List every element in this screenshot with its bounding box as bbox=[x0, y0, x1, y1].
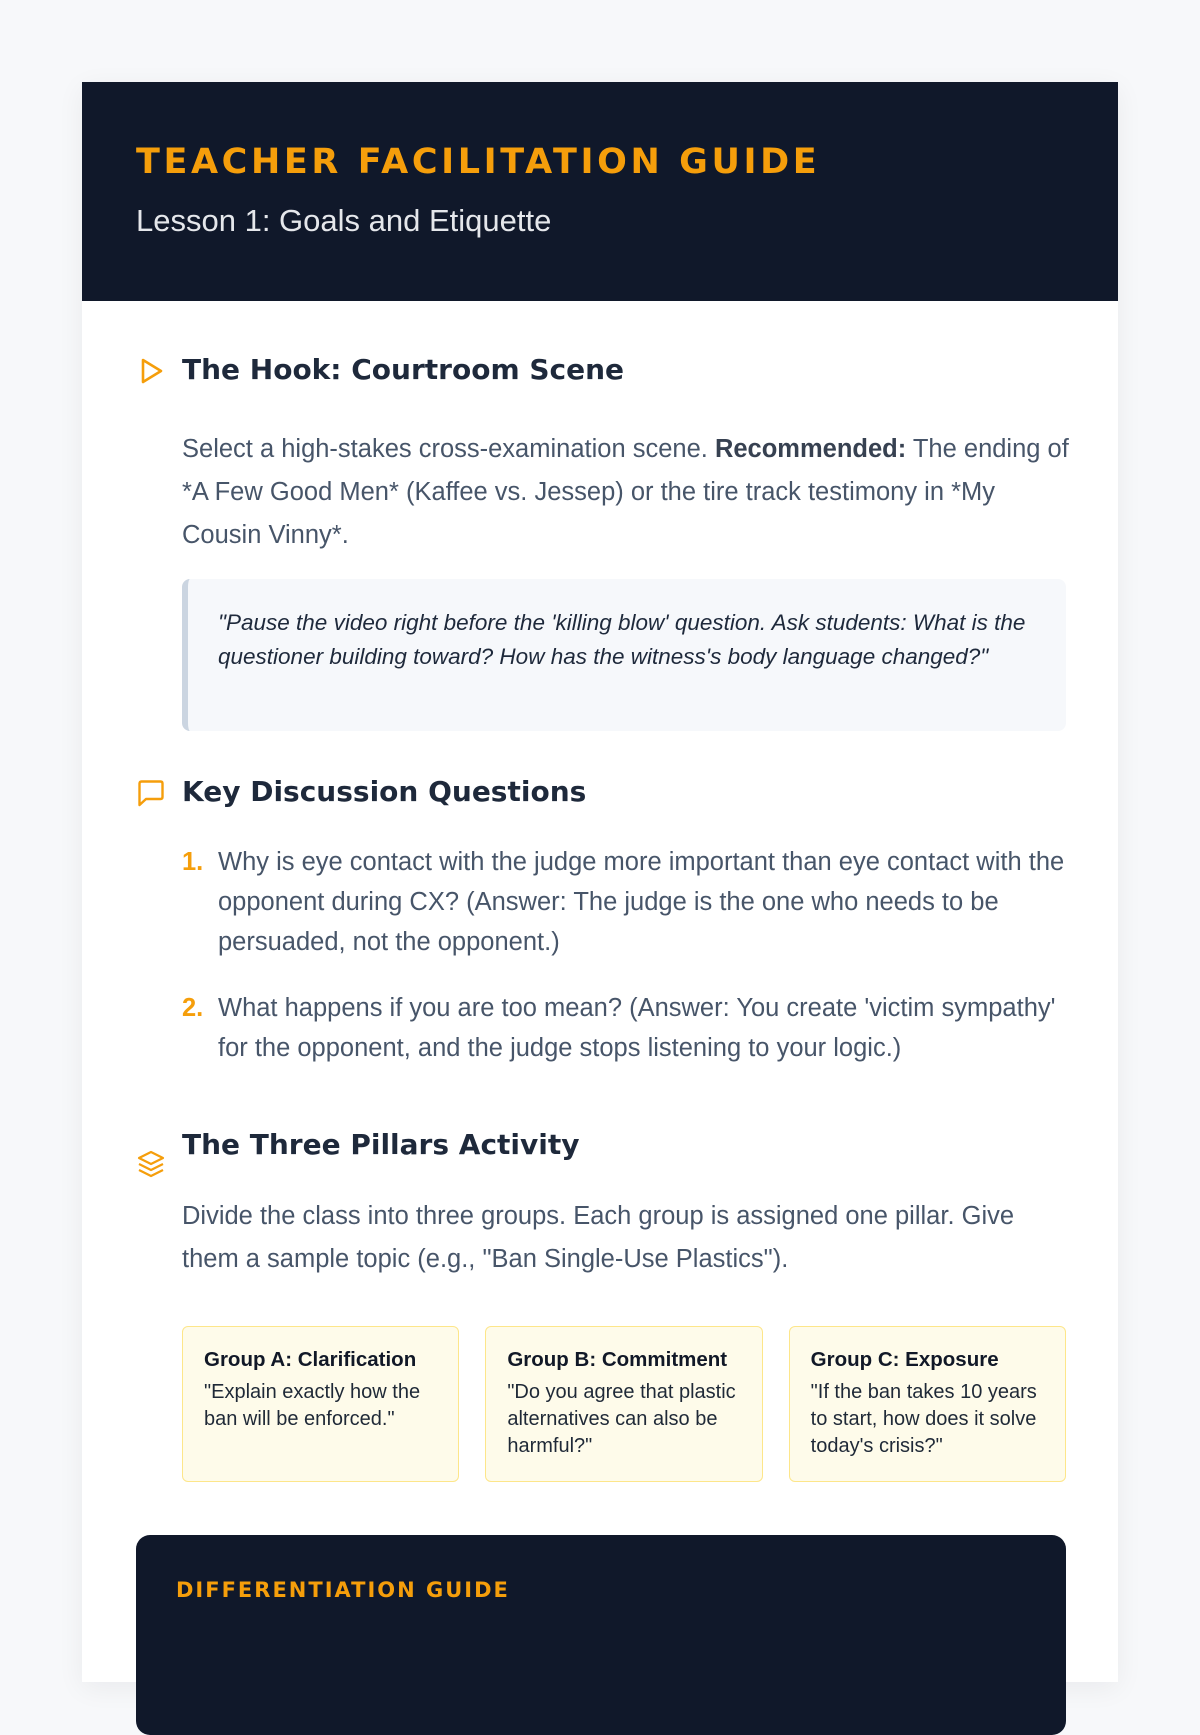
pillars-description: Divide the class into three groups. Each group is assigned one pillar. Give them a sample topic (e.g., "Ban Single-Use Plastics"). bbox=[182, 1202, 1015, 1273]
group-quote: "Do you agree that plastic alternatives can also be harmful?" bbox=[507, 1381, 736, 1457]
differentiation-title: DIFFERENTIATION GUIDE bbox=[176, 1578, 510, 1602]
guide-card bbox=[82, 82, 1118, 1682]
layers-icon bbox=[136, 1149, 166, 1179]
hook-description bbox=[182, 428, 1072, 557]
section-title-discussion: Key Discussion Questions bbox=[182, 775, 587, 808]
play-icon bbox=[136, 356, 166, 386]
page-title: TEACHER FACILITATION GUIDE bbox=[136, 142, 821, 182]
section-title-hook: The Hook: Courtroom Scene bbox=[182, 353, 625, 386]
group-card-c bbox=[789, 1326, 1066, 1482]
question-number: 1. bbox=[182, 848, 204, 876]
group-quote: "If the ban takes 10 years to start, how does it solve today's crisis?" bbox=[810, 1381, 1037, 1457]
question-text: What happens if you are too mean? (Answer: You create 'victim sympathy' for the opponent, and the judge stops listening to your logic.) bbox=[218, 994, 1056, 1062]
group-title: Group A: Clarification bbox=[204, 1348, 417, 1371]
group-card-b bbox=[485, 1326, 762, 1482]
differentiation-guide bbox=[136, 1535, 1066, 1735]
section-title-pillars: The Three Pillars Activity bbox=[182, 1128, 580, 1161]
question-number: 2. bbox=[182, 994, 204, 1022]
hook-text-before: Select a high-stakes cross-examination scene. bbox=[182, 435, 715, 463]
page-header bbox=[82, 82, 1118, 301]
recommended-label: Recommended: bbox=[714, 435, 907, 463]
group-title: Group B: Commitment bbox=[507, 1348, 728, 1371]
pillar-groups bbox=[182, 1326, 1066, 1482]
group-quote: "Explain exactly how the ban will be enforced." bbox=[204, 1381, 421, 1430]
facilitation-quote: "Pause the video right before the 'killing blow' question. Ask students: What is the questioner building toward? How has the witness's body language changed?" bbox=[182, 579, 1066, 731]
question-text: Why is eye contact with the judge more important than eye contact with the opponent during CX? (Answer: The judge is the one who needs to be persuaded, not the opponent.) bbox=[218, 848, 1065, 956]
discussion-question-list bbox=[182, 842, 1082, 1068]
discussion-question bbox=[182, 842, 1082, 962]
group-title: Group C: Exposure bbox=[810, 1348, 999, 1371]
hook-text-after: The ending of *A Few Good Men* (Kaffee vs. Jessep) or the tire track testimony in *My Cousin Vinny*. bbox=[182, 435, 1069, 549]
lesson-subtitle: Lesson 1: Goals and Etiquette bbox=[136, 203, 552, 238]
message-square-icon bbox=[136, 778, 166, 808]
discussion-question bbox=[182, 988, 1082, 1068]
group-card-a bbox=[182, 1326, 459, 1482]
